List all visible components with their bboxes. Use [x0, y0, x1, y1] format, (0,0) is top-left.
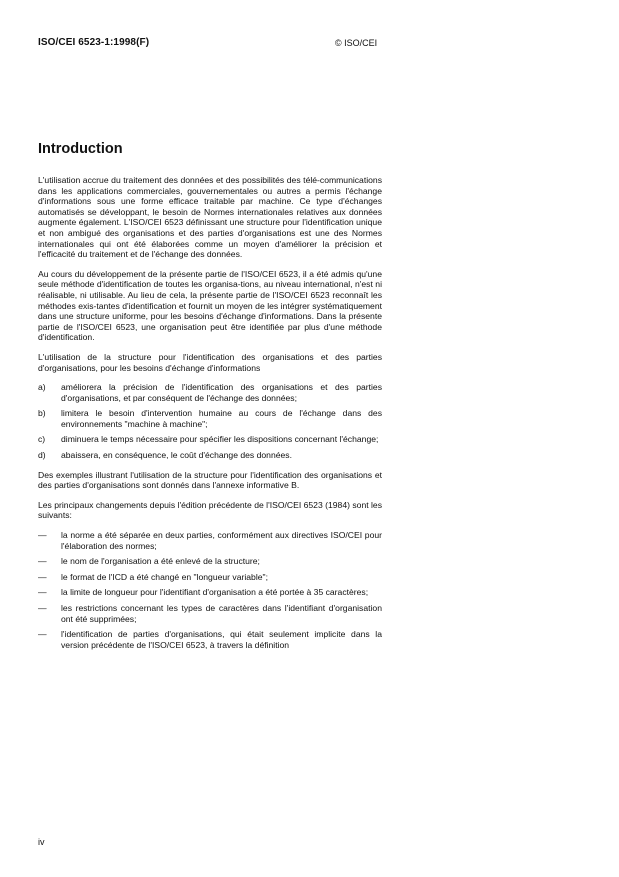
- copyright-notice: © ISO/CEI: [335, 38, 378, 48]
- list-item-text: l'identification de parties d'organisations, qui était seulement implicite dans la version précédente de l'ISO/CEI 6523, à travers la définition: [61, 629, 382, 650]
- list-item-text: la limite de longueur pour l'identifiant d'organisation a été portée à 35 caractères;: [61, 587, 369, 598]
- lettered-list: [38, 382, 382, 461]
- list-item: [38, 530, 382, 551]
- paragraph-development: Au cours du développement de la présente partie de l'ISO/CEI 6523, il a été admis qu'une seule méthode d'identification de toutes les organisa-tions, au niveau international, n'est ni réalisable, ni utilisable. Au lieu de cela, la présente partie de l'ISO/CEI 6523 reconnaît les méthodes exis-tantes d'identification et fournit un moyen de les intégrer systématiquement dans une structure uniforme, pour les besoins d'échange d'informations. Dans la présente partie de l'ISO/CEI 6523, une organisation peut être identifiée par plus d'une méthode d'identification.: [38, 268, 382, 343]
- page-number: iv: [38, 837, 45, 847]
- list-marker: d): [38, 450, 46, 461]
- list-marker: b): [38, 408, 46, 419]
- list-item: [38, 434, 382, 445]
- list-marker: —: [38, 556, 47, 567]
- list-item-text: améliorera la précision de l'identification des organisations et des parties d'organisations, et par conséquent de l'échange des données;: [61, 382, 382, 403]
- list-item: [38, 603, 382, 624]
- list-marker: —: [38, 571, 47, 582]
- list-marker: —: [38, 603, 47, 613]
- list-item: [38, 629, 382, 650]
- list-item-text: la norme a été séparée en deux parties, conformément aux directives ISO/CEI pour l'élaboration des normes;: [61, 530, 382, 551]
- list-item: [38, 408, 382, 429]
- paragraph-changes: Les principaux changements depuis l'édition précédente de l'ISO/CEI 6523 (1984) sont les suivants:: [38, 499, 382, 521]
- dash-list: [38, 530, 382, 650]
- list-item-text: le format de l'ICD a été changé en "longueur variable";: [61, 571, 268, 582]
- list-item-text: limitera le besoin d'intervention humaine au cours de l'échange dans des environnements "machine à machine";: [61, 408, 382, 429]
- list-item: [38, 382, 382, 403]
- list-item: [38, 587, 382, 598]
- list-marker: —: [38, 629, 47, 640]
- paragraph-usage: L'utilisation de la structure pour l'identification des organisations et des parties d'organisations, pour les besoins d'échange d'informations: [38, 351, 382, 373]
- list-item-text: les restrictions concernant les types de caractères dans l'identifiant d'organisation ont été supprimées;: [61, 603, 382, 624]
- list-item-text: le nom de l'organisation a été enlevé de la structure;: [61, 556, 260, 567]
- list-item-text: diminuera le temps nécessaire pour spécifier les dispositions concernant l'échange;: [61, 434, 379, 445]
- list-marker: —: [38, 587, 47, 598]
- list-item-text: abaissera, en conséquence, le coût d'échange des données.: [61, 450, 292, 461]
- list-marker: c): [38, 434, 46, 445]
- paragraph-examples: Des exemples illustrant l'utilisation de la structure pour l'identification des organisations et des parties d'organisations sont donnés dans l'annexe informative B.: [38, 469, 382, 491]
- list-item: [38, 450, 382, 461]
- main-content: [38, 140, 382, 659]
- list-item: [38, 556, 382, 567]
- standard-reference: ISO/CEI 6523-1:1998(F): [38, 37, 150, 48]
- paragraph-intro: L'utilisation accrue du traitement des données et des possibilités des télé-communications dans les applications commerciales, gouvernementales ou autres a permis l'échange d'informations sous une forme efficace traitable par machine. Ce type d'échanges automatisés se développant, le besoin de Normes internationales relatives aux données augmente également. L'ISO/CEI 6523 définissant une structure pour l'identification unique et non ambigué des organisations et des parties d'organisations est une des Normes internationales qui ont été élaborées comme un moyen d'améliorer la précision et l'efficacité du traitement et de l'échange des données.: [38, 175, 382, 260]
- section-title: Introduction: [38, 141, 123, 157]
- list-item: [38, 572, 382, 583]
- list-marker: —: [38, 530, 47, 541]
- list-marker: a): [38, 382, 46, 393]
